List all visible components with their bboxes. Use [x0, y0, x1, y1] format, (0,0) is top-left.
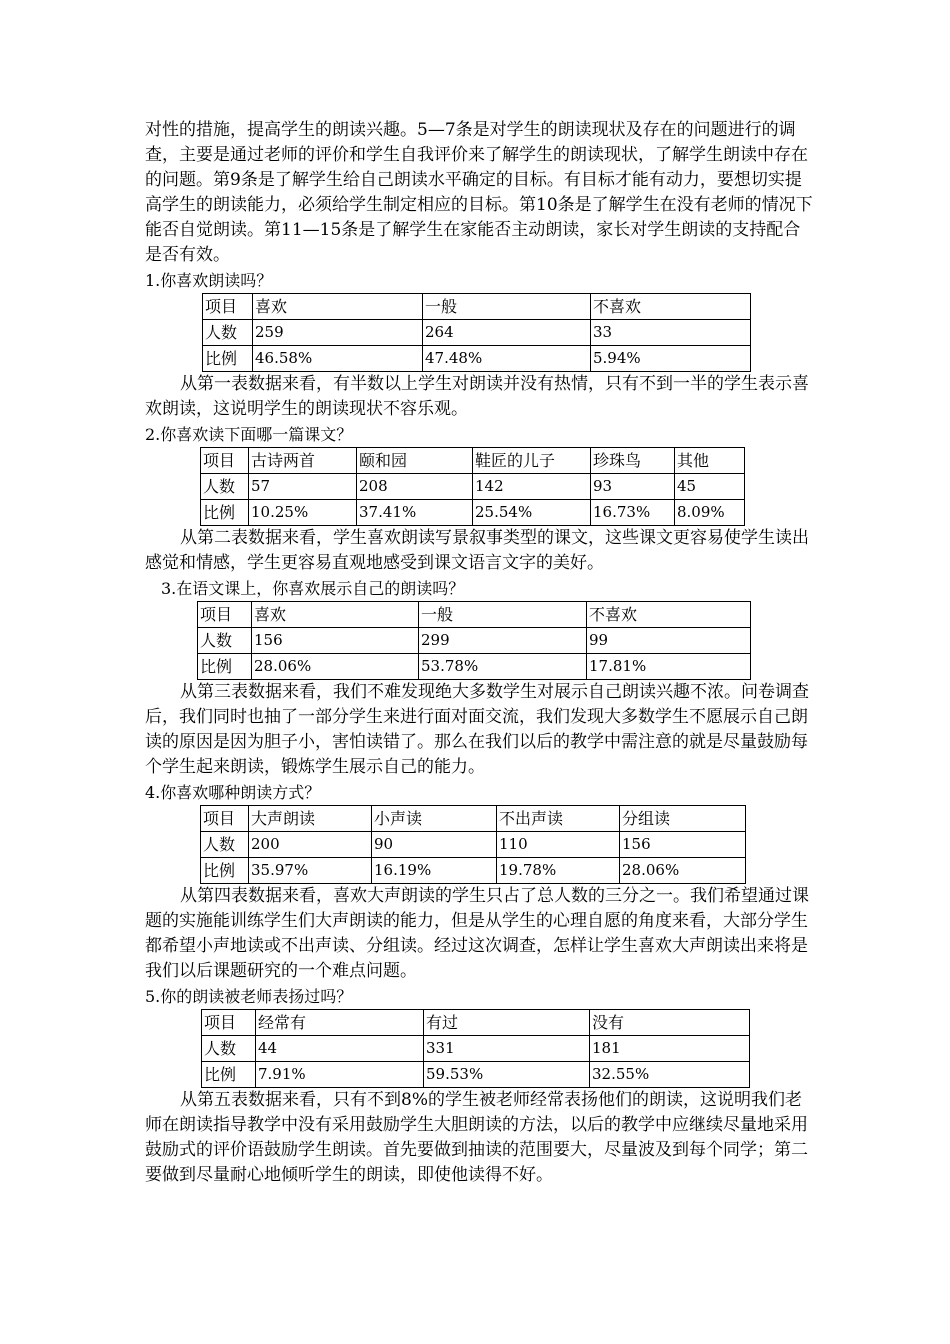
table-cell: 古诗两首 [249, 448, 357, 474]
analysis-3: 从第三表数据来看，我们不难发现绝大多数学生对展示自己朗读兴趣不浓。问卷调查后，我们同时也抽了一部分学生来进行面对面交流，我们发现大多数学生不愿展示自己朗读的原因是因为胆子小，害怕读错了。那么在我们以后的教学中需注意的就是尽量鼓励每个学生起来朗读，锻炼学生展示自己的能力。 [145, 682, 809, 777]
table-cell: 259 [253, 320, 423, 346]
table-4 [200, 805, 746, 884]
table-cell: 45 [675, 474, 745, 500]
table-cell: 16.73% [591, 500, 675, 526]
table-cell: 人数 [203, 320, 253, 346]
table-cell: 珍珠鸟 [591, 448, 675, 474]
table-cell: 小声读 [372, 806, 497, 832]
intro-paragraph: 对性的措施，提高学生的朗读兴趣。5—7条是对学生的朗读现状及存在的问题进行的调查，主要是通过老师的评价和学生自我评价来了解学生的朗读现状，了解学生朗读中存在的问题。第9条是了解学生给自己朗读水平确定的目标。有目标才能有动力，要想切实提高学生的朗读能力，必须给学生制定相应的目标。第10条是了解学生在没有老师的情况下能否自觉朗读。第11—15条是了解学生在家能否主动朗读，家长对学生朗读的支持配合是否有效。 [145, 120, 813, 265]
table-cell: 59.53% [424, 1062, 590, 1088]
table-cell: 比例 [201, 858, 249, 884]
table-cell: 47.48% [423, 346, 591, 372]
table-cell: 16.19% [372, 858, 497, 884]
table-2 [200, 447, 745, 526]
table-row [203, 346, 751, 372]
question-3: 3.在语文课上，你喜欢展示自己的朗读吗？ [161, 579, 465, 598]
table-cell: 8.09% [675, 500, 745, 526]
table-row [198, 654, 751, 680]
table-cell: 喜欢 [253, 294, 423, 320]
table-row [198, 602, 751, 628]
document-page [145, 118, 815, 1188]
table-cell: 项目 [201, 806, 249, 832]
table-cell: 其他 [675, 448, 745, 474]
table-cell: 17.81% [587, 654, 751, 680]
table-row [203, 320, 751, 346]
table-row [202, 1036, 750, 1062]
table-cell: 比例 [201, 500, 249, 526]
table-cell: 28.06% [252, 654, 419, 680]
question-1: 1.你喜欢朗读吗？ [145, 271, 273, 290]
table-cell: 人数 [201, 832, 249, 858]
table-row [201, 806, 746, 832]
question-4: 4.你喜欢哪种朗读方式？ [145, 783, 321, 802]
table-cell: 项目 [201, 448, 249, 474]
table-cell: 有过 [424, 1010, 590, 1036]
table-cell: 不喜欢 [587, 602, 751, 628]
analysis-4: 从第四表数据来看，喜欢大声朗读的学生只占了总人数的三分之一。我们希望通过课题的实施能训练学生们大声朗读的能力，但是从学生的心理自愿的角度来看，大部分学生都希望小声地读或不出声读、分组读。经过这次调查，怎样让学生喜欢大声朗读出来将是我们以后课题研究的一个难点问题。 [145, 886, 809, 981]
table-cell: 5.94% [591, 346, 751, 372]
table-cell: 33 [591, 320, 751, 346]
table-cell: 分组读 [620, 806, 746, 832]
table-5 [201, 1009, 750, 1088]
table-cell: 人数 [198, 628, 252, 654]
table-row [202, 1010, 750, 1036]
table-cell: 35.97% [249, 858, 372, 884]
analysis-2: 从第二表数据来看，学生喜欢朗读写景叙事类型的课文，这些课文更容易使学生读出感觉和情感，学生更容易直观地感受到课文语言文字的美好。 [145, 528, 809, 573]
analysis-1: 从第一表数据来看，有半数以上学生对朗读并没有热情，只有不到一半的学生表示喜欢朗读，这说明学生的朗读现状不容乐观。 [145, 374, 809, 419]
table-cell: 项目 [202, 1010, 256, 1036]
table-cell: 181 [590, 1036, 750, 1062]
table-cell: 110 [497, 832, 620, 858]
table-cell: 156 [252, 628, 419, 654]
table-cell: 90 [372, 832, 497, 858]
table-cell: 299 [419, 628, 587, 654]
table-cell: 10.25% [249, 500, 357, 526]
table-cell: 7.91% [256, 1062, 424, 1088]
table-cell: 32.55% [590, 1062, 750, 1088]
table-cell: 没有 [590, 1010, 750, 1036]
table-cell: 19.78% [497, 858, 620, 884]
table-cell: 大声朗读 [249, 806, 372, 832]
table-cell: 一般 [419, 602, 587, 628]
table-cell: 比例 [198, 654, 252, 680]
table-cell: 37.41% [357, 500, 473, 526]
table-row [201, 858, 746, 884]
table-cell: 不喜欢 [591, 294, 751, 320]
table-cell: 208 [357, 474, 473, 500]
table-row [201, 474, 745, 500]
table-row [203, 294, 751, 320]
table-cell: 人数 [201, 474, 249, 500]
table-row [201, 448, 745, 474]
table-cell: 一般 [423, 294, 591, 320]
question-5: 5.你的朗读被老师表扬过吗？ [145, 987, 353, 1006]
table-row [201, 832, 746, 858]
table-cell: 项目 [203, 294, 253, 320]
table-cell: 比例 [202, 1062, 256, 1088]
table-cell: 156 [620, 832, 746, 858]
table-1 [202, 293, 751, 372]
table-cell: 57 [249, 474, 357, 500]
table-cell: 颐和园 [357, 448, 473, 474]
analysis-5: 从第五表数据来看，只有不到8%的学生被老师经常表扬他们的朗读，这说明我们老师在朗读指导教学中没有采用鼓励学生大胆朗读的方法，以后的教学中应继续尽量地采用鼓励式的评价语鼓励学生朗读。首先要做到抽读的范围要大，尽量波及到每个同学；第二要做到尽量耐心地倾听学生的朗读，即使他读得不好。 [145, 1090, 808, 1185]
table-cell: 28.06% [620, 858, 746, 884]
table-cell: 93 [591, 474, 675, 500]
table-cell: 项目 [198, 602, 252, 628]
table-cell: 53.78% [419, 654, 587, 680]
table-cell: 喜欢 [252, 602, 419, 628]
table-cell: 46.58% [253, 346, 423, 372]
question-2: 2.你喜欢读下面哪一篇课文？ [145, 425, 353, 444]
table-row [202, 1062, 750, 1088]
table-cell: 鞋匠的儿子 [473, 448, 591, 474]
table-cell: 经常有 [256, 1010, 424, 1036]
table-cell: 200 [249, 832, 372, 858]
table-cell: 44 [256, 1036, 424, 1062]
table-3 [197, 601, 751, 680]
table-row [201, 500, 745, 526]
table-cell: 25.54% [473, 500, 591, 526]
table-cell: 比例 [203, 346, 253, 372]
table-cell: 99 [587, 628, 751, 654]
table-cell: 不出声读 [497, 806, 620, 832]
table-cell: 331 [424, 1036, 590, 1062]
table-cell: 142 [473, 474, 591, 500]
table-cell: 人数 [202, 1036, 256, 1062]
table-row [198, 628, 751, 654]
table-cell: 264 [423, 320, 591, 346]
